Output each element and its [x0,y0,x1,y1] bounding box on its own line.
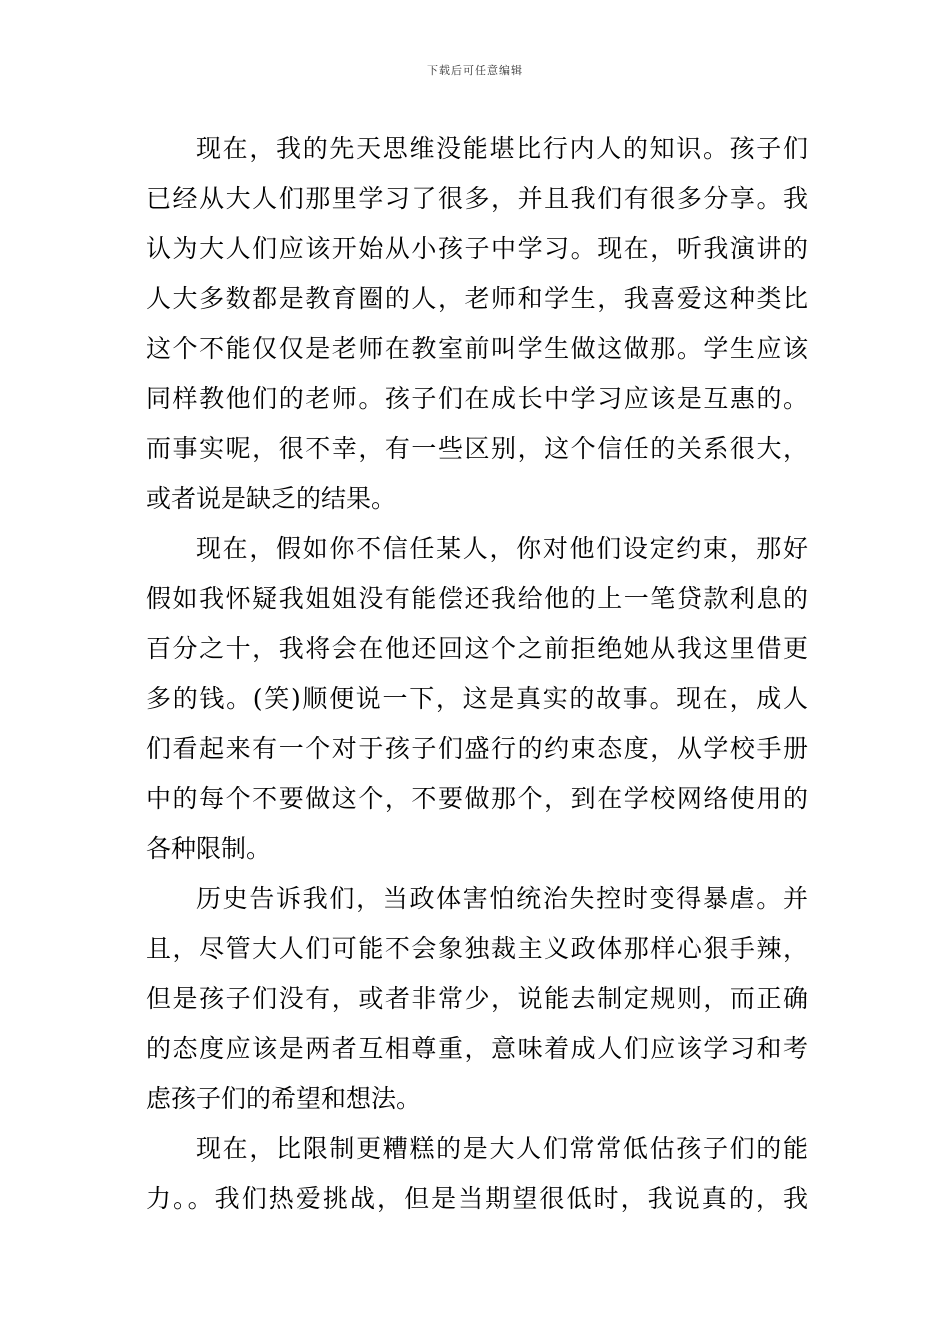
paragraph-line: 这个不能仅仅是老师在教室前叫学生做这做那。学生应该 [146,334,808,363]
paragraph-line: 现在，我的先天思维没能堪比行内人的知识。孩子们 [196,134,808,163]
paragraph-line: 多的钱。(笑)顺便说一下，这是真实的故事。现在，成人 [146,684,808,713]
paragraph [146,124,808,524]
document-body [146,124,808,1224]
paragraph-line: 中的每个不要做这个，不要做那个，到在学校网络使用的 [146,784,808,813]
paragraph-line: 且，尽管大人们可能不会象独裁主义政体那样心狠手辣， [146,934,808,963]
paragraph-line: 现在，假如你不信任某人，你对他们设定约束，那好 [196,534,808,563]
paragraph-line: 假如我怀疑我姐姐没有能偿还我给他的上一笔贷款利息的 [146,584,808,613]
paragraph-line: 各种限制。 [146,834,272,863]
paragraph-line: 而事实呢，很不幸，有一些区别，这个信任的关系很大， [146,434,808,463]
paragraph [146,874,808,1124]
paragraph-line: 力。。我们热爱挑战，但是当期望很低时，我说真的，我 [146,1184,808,1213]
paragraph-line: 百分之十，我将会在他还回这个之前拒绝她从我这里借更 [146,634,808,663]
paragraph-line: 虑孩子们的希望和想法。 [146,1084,422,1113]
paragraph-line: 历史告诉我们，当政体害怕统治失控时变得暴虐。并 [196,884,808,913]
paragraph [146,1124,808,1224]
paragraph-line: 但是孩子们没有，或者非常少，说能去制定规则，而正确 [146,984,808,1013]
paragraph [146,524,808,874]
paragraph-line: 的态度应该是两者互相尊重，意味着成人们应该学习和考 [146,1034,808,1063]
paragraph-line: 们看起来有一个对于孩子们盛行的约束态度，从学校手册 [146,734,808,763]
paragraph-line: 人大多数都是教育圈的人，老师和学生，我喜爱这种类比 [146,284,808,313]
paragraph-line: 认为大人们应该开始从小孩子中学习。现在，听我演讲的 [146,234,808,263]
paragraph-line: 现在，比限制更糟糕的是大人们常常低估孩子们的能 [196,1134,808,1163]
page-header: 下载后可任意编辑 [427,64,523,77]
paragraph-line: 或者说是缺乏的结果。 [146,484,397,513]
paragraph-line: 已经从大人们那里学习了很多，并且我们有很多分享。我 [146,184,808,213]
paragraph-line: 同样教他们的老师。孩子们在成长中学习应该是互惠的。 [146,384,808,413]
